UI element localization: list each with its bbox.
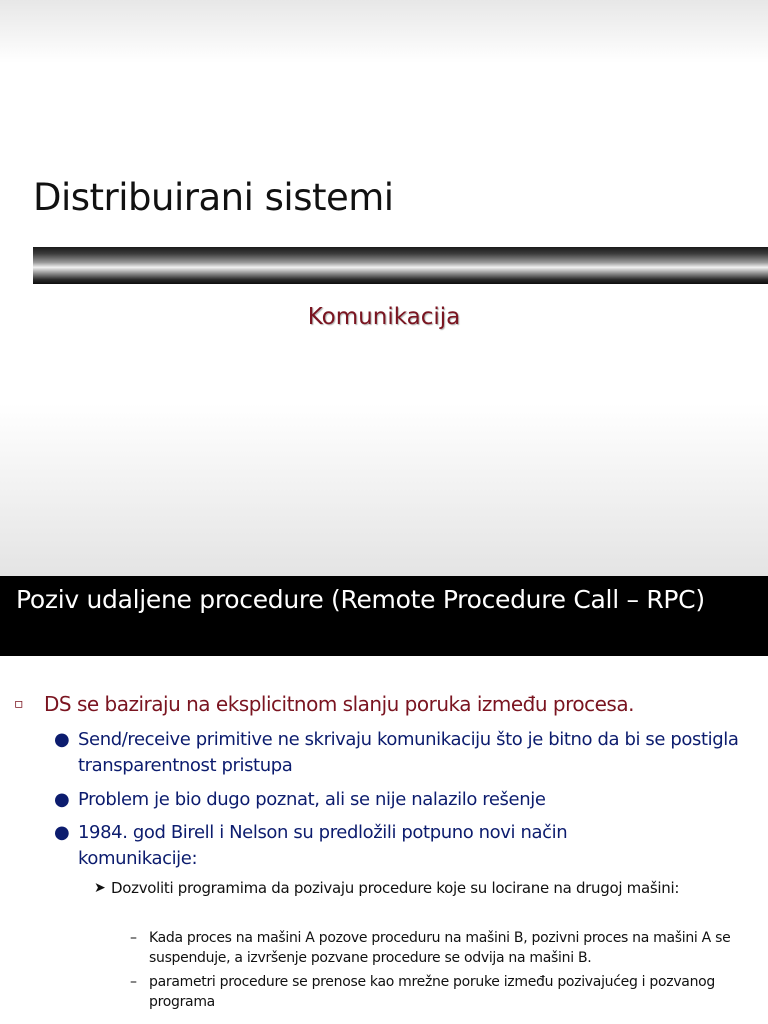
content-slide: [0, 576, 768, 1024]
bullet-level4-item: [130, 928, 750, 970]
bullet-level2-item: [54, 787, 754, 815]
bullet-level4-text: parametri procedure se prenose kao mrežne poruke između pozivajućeg i pozvanog programa: [149, 974, 716, 1010]
bullet-level2-item: [54, 727, 754, 781]
round-bullet-icon: ●: [54, 789, 70, 810]
bullet-level3-text: Dozvoliti programima da pozivaju procedure koje su locirane na drugoj mašini:: [111, 879, 680, 897]
content-slide-title: Poziv udaljene procedure (Remote Procedure Call – RPC): [16, 585, 705, 614]
bullet-level4-item: [130, 972, 750, 1014]
dash-bullet-icon: –: [130, 974, 137, 990]
bullet-level1-text: DS se baziraju na eksplicitnom slanju poruka između procesa.: [44, 692, 634, 716]
bullet-level2-text: Send/receive primitive ne skrivaju komunikaciju što je bitno da bi se postigla transparentnost pristupa: [78, 729, 739, 776]
slide-subtitle: Komunikacija: [307, 304, 461, 330]
arrow-bullet-icon: ➤: [94, 880, 106, 896]
dash-bullet-icon: –: [130, 930, 137, 946]
round-bullet-icon: ●: [54, 729, 70, 750]
bullet-level4-text: Kada proces na mašini A pozove proceduru na mašini B, pozivni proces na mašini A se suspenduje, a izvršenje pozvane procedure se odvija na mašini B.: [149, 930, 731, 966]
slide-header: [0, 576, 768, 656]
slide-title: Distribuirani sistemi: [33, 176, 394, 219]
bullet-level2-text: Problem je bio dugo poznat, ali se nije nalazilo rešenje: [78, 789, 546, 810]
bullet-level1: [14, 692, 634, 716]
bullet-level3-item: [94, 877, 744, 923]
round-bullet-icon: ●: [54, 822, 70, 843]
metallic-divider-bar: [33, 247, 768, 284]
bullet-level2-text: 1984. god Birell i Nelson su predložili potpuno novi način komunikacije:: [78, 822, 568, 869]
square-bullet-icon: ▫: [14, 696, 23, 712]
bullet-level2-item: [54, 820, 754, 874]
